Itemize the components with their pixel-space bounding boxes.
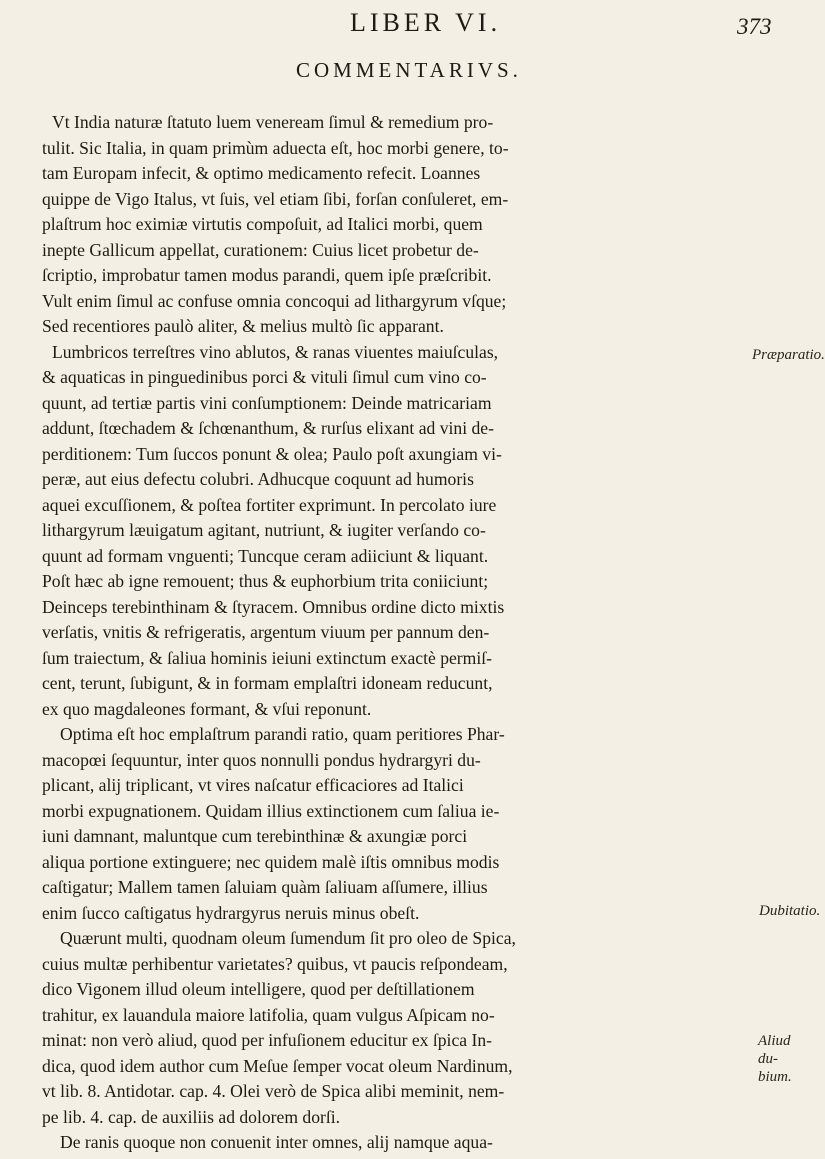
text-line: Poſt hæc ab igne remouent; thus & euphorbium trita coniiciunt; [42,571,489,591]
section-title: COMMENTARIVS. [296,58,522,82]
text-line: ex quo magdaleones formant, & vſui reponunt. [42,698,372,719]
text-line: De ranis quoque non conuenit inter omnes, alij namque aqua- [60,1132,493,1152]
running-head: LIBER VI. [350,8,502,37]
text-line: caſtigatur; Mallem tamen ſaluiam quàm ſaliuam aſſumere, illius [42,877,488,897]
text-line: Lumbricos terreſtres vino ablutos, & ranas viuentes maiuſculas, [52,341,499,362]
text-line: Optima eſt hoc emplaſtrum parandi ratio, quam peritiores Phar- [60,724,505,744]
text-line: aquei excuſſionem, & poſtea fortiter exprimunt. In percolato iure [42,494,497,515]
text-line: quunt, ad tertiæ partis vini conſumptionem: Deinde matricariam [42,392,492,413]
text-line: quunt ad formam vnguenti; Tuncque ceram adiiciunt & liquant. [42,545,489,566]
text-line: dica, quod idem author cum Meſue ſemper vocat oleum Nardinum, [42,1055,513,1076]
text-line: quippe de Vigo Italus, vt ſuis, vel etiam ſibi, forſan conſuleret, em- [42,188,509,209]
text-line: Vt India naturæ ſtatuto luem veneream ſimul & remedium pro- [52,112,494,132]
text-line: Vult enim ſimul ac confuse omnia concoqui ad lithargyrum vſque; [42,290,507,311]
text-line: Quærunt multi, quodnam oleum ſumendum ſit pro oleo de Spica, [60,928,516,948]
text-line: enim ſucco caſtigatus hydrargyrus neruis minus obeſt. [42,902,420,923]
text-line: Sed recentiores paulò aliter, & melius multò ſic apparant. [42,316,444,336]
body-text [42,110,747,1156]
text-line: verſatis, vnitis & refrigeratis, argentum viuum per pannum den- [42,622,490,642]
text-line: morbi expugnationem. Quidam illius extinctionem cum ſaliua ie- [42,800,500,821]
text-line: plicant, alij triplicant, vt vires naſcatur efficaciores ad Italici [42,775,464,795]
text-line: addunt, ſtœchadem & ſchœnanthum, & rurſus elixant ad vini de- [42,418,494,438]
text-line: macopœi ſequuntur, inter quos nonnulli pondus hydrargyri du- [42,749,481,770]
margin-note: Dubitatio. [759,903,821,919]
text-line: aliqua portione extinguere; nec quidem malè iſtis omnibus modis [42,851,500,872]
text-line: peræ, aut eius defectu colubri. Adhucque coquunt ad humoris [42,469,474,489]
text-line: minat: non verò aliud, quod per infuſionem educitur ex ſpica In- [42,1030,492,1050]
text-line: perditionem: Tum ſuccos ponunt & olea; Paulo poſt axungiam vi- [42,443,502,464]
text-line: tulit. Sic Italia, in quam primùm aduecta eſt, hoc morbi genere, to- [42,137,509,158]
text-line: cent, terunt, ſubigunt, & in formam emplaſtri idoneam reducunt, [42,673,493,693]
text-line: pe lib. 4. cap. de auxiliis ad dolorem dorſi. [42,1106,341,1127]
text-line: tam Europam infecit, & optimo medicamento refecit. Loannes [42,163,481,183]
text-line: dico Vigonem illud oleum intelligere, quod per deſtillationem [42,979,475,999]
text-line: plaſtrum hoc eximiæ virtutis compoſuit, ad Italici morbi, quem [42,214,483,234]
text-line: ſcriptio, improbatur tamen modus parandi, quem ipſe præſcribit. [42,265,492,285]
text-line: Deinceps terebinthinam & ſtyracem. Omnibus ordine dicto mixtis [42,596,505,617]
text-line: ſum traiectum, & ſaliua hominis ieiuni extinctum exactè permiſ- [42,647,492,668]
text-line: & aquaticas in pinguedinibus porci & vituli ſimul cum vino co- [42,367,487,387]
text-line: cuius multæ perhibentur varietates? quibus, vt paucis reſpondeam, [42,953,508,974]
text-line: inepte Gallicum appellat, curationem: Cuius licet probetur de- [42,239,479,260]
margin-note: Aliud du- bium. [758,1033,792,1085]
text-line: lithargyrum læuigatum agitant, nutriunt, & iugiter verſando co- [42,520,486,540]
margin-note: Præparatio. [752,347,825,363]
text-line: trahitur, ex lauandula maiore latifolia, quam vulgus Aſpicam no- [42,1004,495,1025]
text-line: vt lib. 8. Antidotar. cap. 4. Olei verò de Spica alibi meminit, nem- [42,1081,505,1101]
page-number: 373 [737,14,772,39]
text-line: iuni damnant, maluntque cum terebinthinæ & axungiæ porci [42,826,468,846]
